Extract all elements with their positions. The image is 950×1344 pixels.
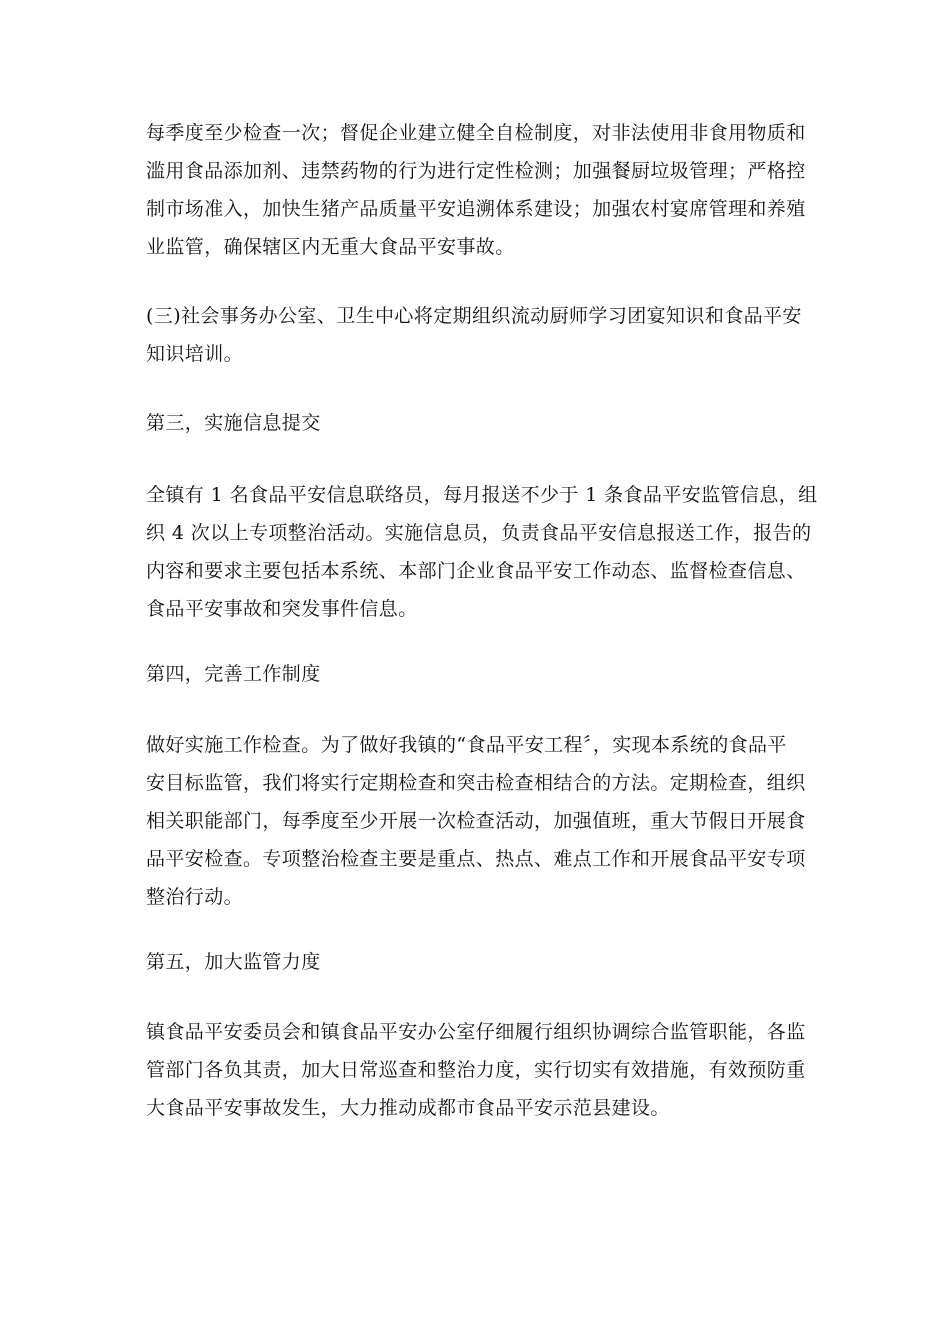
paragraph-line: 内容和要求主要包括本系统、本部门企业食品平安工作动态、监督检查信息、 [146,560,806,582]
section-heading-3 [146,404,806,442]
paragraph-info-submission [146,476,818,628]
paragraph-inspection-measures [146,114,806,266]
section-heading: 第三，实施信息提交 [146,412,321,434]
paragraph-work-inspection [146,726,806,916]
paragraph-line: 业监管，确保辖区内无重大食品平安事故。 [146,236,515,258]
section-heading: 第五，加大监管力度 [146,951,321,973]
paragraph-line: 知识培训。 [146,343,244,365]
section-heading-4 [146,655,806,693]
paragraph-line: 滥用食品添加剂、违禁药物的行为进行定性检测；加强餐厨垃圾管理；严格控 [146,160,806,182]
paragraph-line: 相关职能部门，每季度至少开展一次检查活动，加强值班，重大节假日开展食 [146,810,806,832]
paragraph-line: 安目标监管，我们将实行定期检查和突击检查相结合的方法。定期检查，组织 [146,772,806,794]
paragraph-line: 食品平安事故和突发事件信息。 [146,598,418,620]
paragraph-chef-training [146,297,806,373]
paragraph-line: 全镇有 1 名食品平安信息联络员，每月报送不少于 1 条食品平安监管信息，组 [146,484,818,506]
paragraph-line: 品平安检查。专项整治检查主要是重点、热点、难点工作和开展食品平安专项 [146,848,806,870]
paragraph-line: (三)社会事务办公室、卫生中心将定期组织流动厨师学习团宴知识和食品平安 [146,305,802,327]
paragraph-line: 制市场准入，加快生猪产品质量平安追溯体系建设；加强农村宴席管理和养殖 [146,198,806,220]
paragraph-line: 织 4 次以上专项整治活动。实施信息员，负责食品平安信息报送工作，报告的 [146,522,812,544]
paragraph-supervision [146,1013,806,1127]
paragraph-line: 镇食品平安委员会和镇食品平安办公室仔细履行组织协调综合监管职能，各监 [146,1021,806,1043]
section-heading: 第四，完善工作制度 [146,663,321,685]
paragraph-line: 整治行动。 [146,886,244,908]
paragraph-line: 管部门各负其责，加大日常巡查和整治力度，实行切实有效措施，有效预防重 [146,1059,806,1081]
paragraph-line: 每季度至少检查一次；督促企业建立健全自检制度，对非法使用非食用物质和 [146,122,806,144]
paragraph-line: 大食品平安事故发生，大力推动成都市食品平安示范县建设。 [146,1097,670,1119]
paragraph-line: 做好实施工作检查。为了做好我镇的“食品平安工程〞，实现本系统的食品平 [146,734,787,756]
section-heading-5 [146,943,806,981]
